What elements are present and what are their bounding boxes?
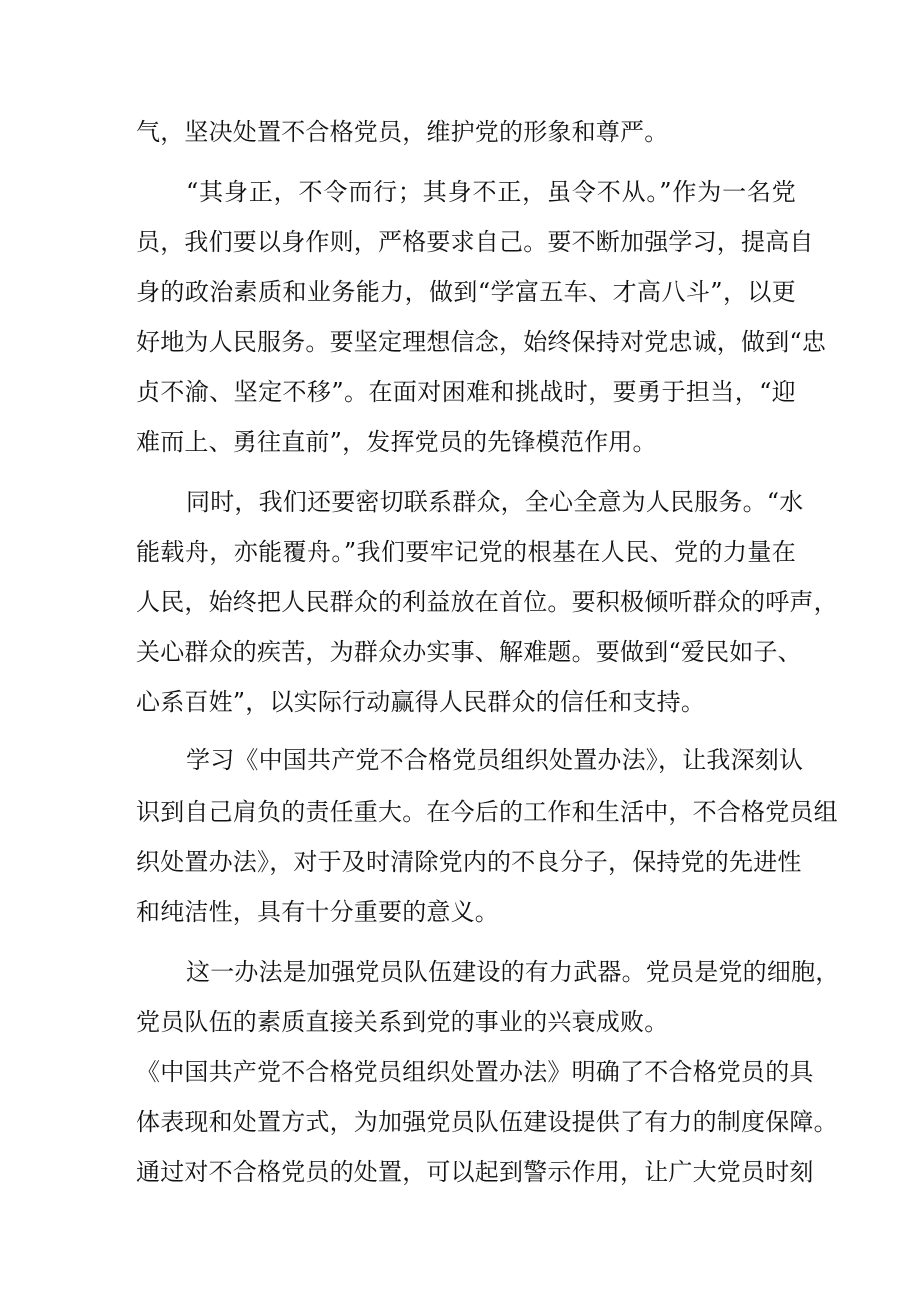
text-line: 好地为人民服务。要坚定理想信念，始终保持对党忠诚，做到“忠	[136, 328, 827, 356]
text-line: 体表现和处置方式，为加强党员队伍建设提供了有力的制度保障。	[136, 1108, 838, 1136]
text-line: 难而上、勇往直前”，发挥党员的先锋模范作用。	[136, 428, 657, 456]
text-line: 通过对不合格党员的处置，可以起到警示作用，让广大党员时刻	[136, 1158, 814, 1186]
text-line: 心系百姓”，以实际行动赢得人民群众的信任和支持。	[136, 688, 706, 716]
text-line: 贞不渝、坚定不移”。在面对困难和挑战时，要勇于担当，“迎	[136, 378, 796, 406]
text-line: 党员队伍的素质直接关系到党的事业的兴衰成败。	[136, 1008, 669, 1036]
text-line: 识到自己肩负的责任重大。在今后的工作和生活中，不合格党员组	[136, 798, 838, 826]
text-line: 这一办法是加强党员队伍建设的有力武器。党员是党的细胞，	[186, 958, 840, 986]
text-line: 《中国共产党不合格党员组织处置办法》明确了不合格党员的具	[136, 1058, 814, 1086]
text-line: 学习《中国共产党不合格党员组织处置办法》，让我深刻认	[186, 746, 804, 774]
text-line: 气，坚决处置不合格党员，维护党的形象和尊严。	[136, 118, 669, 146]
text-line: “其身正，不令而行；其身不正，虽令不从。”作为一名党	[186, 178, 796, 206]
text-line: 同时，我们还要密切联系群众，全心全意为人民服务。“水	[186, 488, 804, 516]
text-line: 身的政治素质和业务能力，做到“学富五车、才高八斗”，以更	[136, 278, 796, 306]
text-line: 关心群众的疾苦，为群众办实事、解难题。要做到“爱民如子、	[136, 638, 802, 666]
text-line: 和纯洁性，具有十分重要的意义。	[136, 898, 499, 926]
text-line: 员，我们要以身作则，严格要求自己。要不断加强学习，提高自	[136, 228, 814, 256]
text-line: 人民，始终把人民群众的利益放在首位。要积极倾听群众的呼声，	[136, 588, 838, 616]
text-line: 能载舟，亦能覆舟。”我们要牢记党的根基在人民、党的力量在	[136, 538, 796, 566]
text-line: 织处置办法》，对于及时清除党内的不良分子，保持党的先进性	[136, 848, 802, 876]
